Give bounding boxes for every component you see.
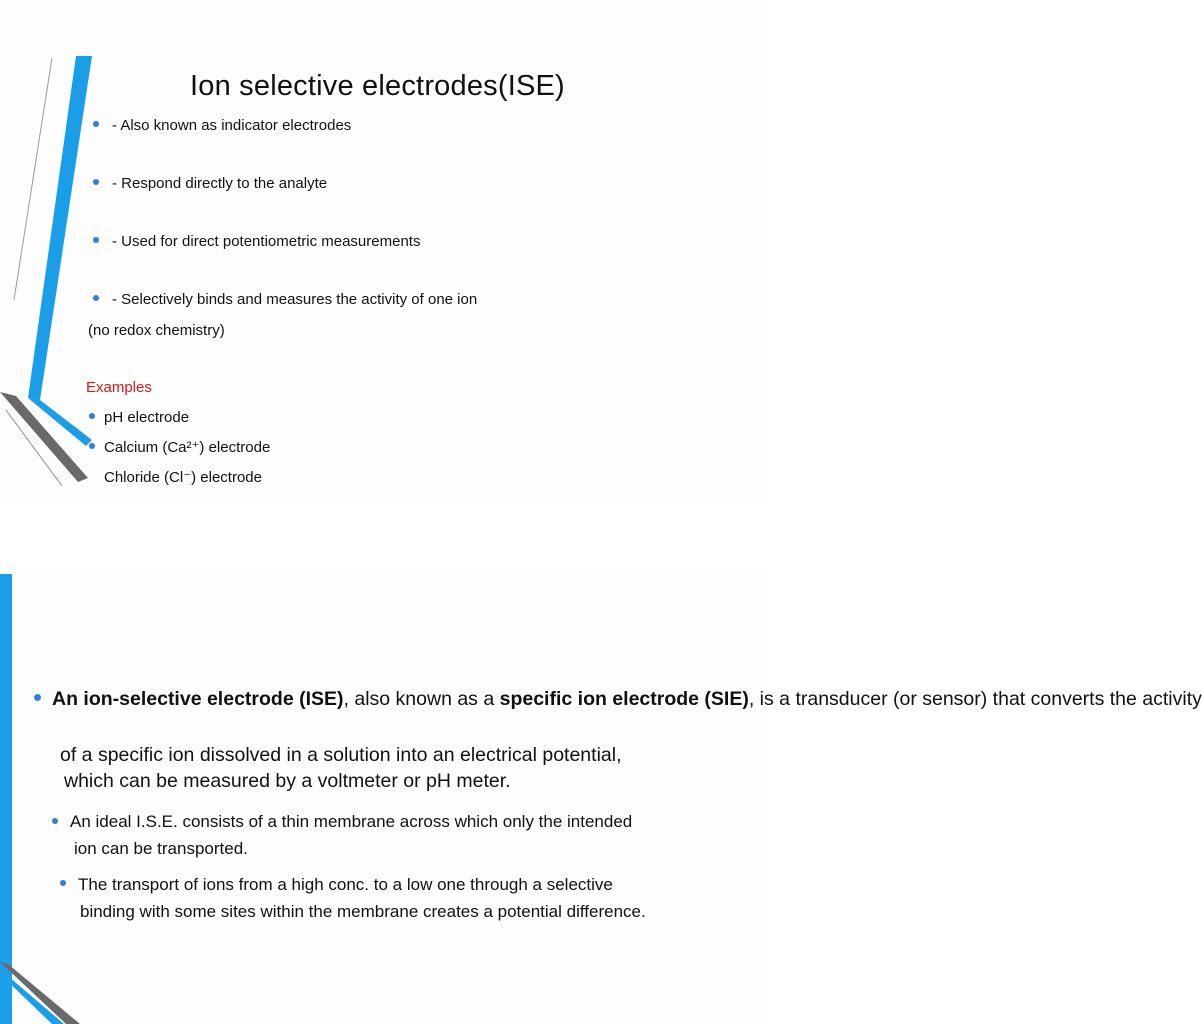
bullet-respond-directly: - Respond directly to the analyte — [112, 175, 328, 192]
bullet-dot — [93, 237, 99, 243]
ise-definition-line-4: which can be measured by a voltmeter or pH meter. — [64, 770, 511, 792]
ise-text: , also known as a — [343, 688, 500, 710]
slide-2 — [0, 572, 1202, 1024]
bullet-selectively-binds: - Selectively binds and measures the activity of one ion — [112, 291, 478, 308]
bullet-dot — [60, 880, 66, 886]
bullet-also-known-as: - Also known as indicator electrodes — [112, 117, 352, 134]
bullet-dot — [52, 818, 58, 824]
transport-line-2: binding with some sites within the membrane creates a potential difference. — [80, 902, 646, 921]
bullet-dot — [34, 694, 41, 701]
example-chloride-electrode: Chloride (Cl⁻) electrode — [104, 469, 262, 486]
ise-term: An ion-selective electrode (ISE) — [52, 688, 344, 710]
ideal-ise-line-2: ion can be transported. — [74, 839, 248, 858]
example-ph-electrode: pH electrode — [104, 409, 190, 426]
slide-title: Ion selective electrodes(ISE) — [190, 70, 565, 102]
bullet-dot — [93, 121, 99, 127]
bullet-continuation: (no redox chemistry) — [88, 322, 225, 339]
bullet-dot — [93, 295, 99, 301]
transport-line-1: The transport of ions from a high conc. to a low one through a selective — [78, 875, 613, 894]
bullet-direct-potentiometric: - Used for direct potentiometric measurements — [112, 233, 421, 250]
example-calcium-electrode: Calcium (Ca²⁺) electrode — [104, 439, 271, 456]
bullet-dot — [89, 413, 95, 419]
slide-1 — [0, 0, 768, 500]
ise-definition-line-3: of a specific ion dissolved in a solution into an electrical potential, — [60, 744, 622, 766]
slide-1-decoration — [0, 0, 120, 500]
sie-term: specific ion electrode (SIE) — [499, 688, 749, 710]
slide-2-decoration — [0, 572, 120, 1024]
examples-heading: Examples — [86, 379, 152, 396]
ise-definition-line-1-2 — [52, 686, 1202, 712]
bullet-dot — [93, 179, 99, 185]
bullet-dot — [89, 443, 95, 449]
ise-text: , is a transducer (or sensor) that converts the activity — [748, 688, 1202, 710]
ideal-ise-line-1: An ideal I.S.E. consists of a thin membrane across which only the intended — [70, 812, 633, 831]
